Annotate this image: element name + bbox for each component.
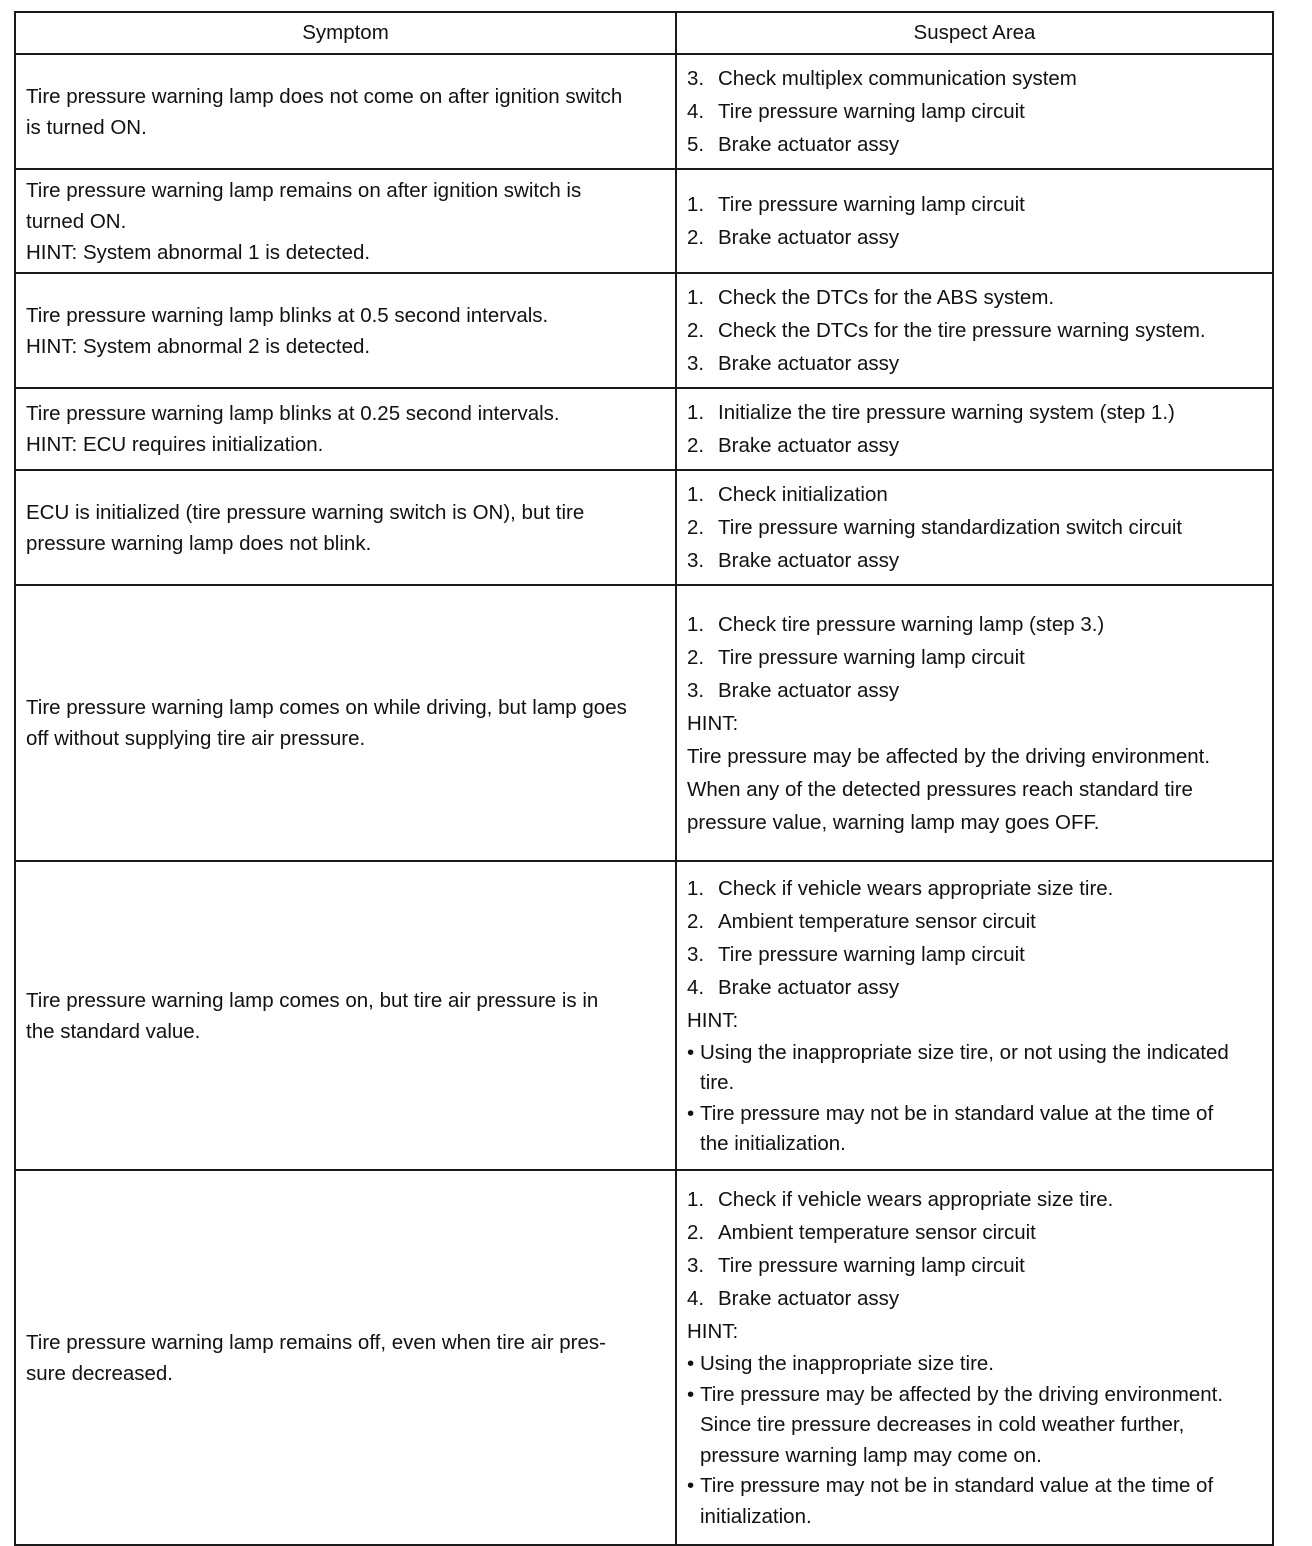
item-number: 2. bbox=[687, 645, 705, 669]
item-text: Check the DTCs for the tire pressure warning system. bbox=[718, 319, 1206, 342]
item-number: 4. bbox=[687, 100, 705, 123]
suspect-area-item bbox=[687, 221, 1262, 254]
symptom-cell bbox=[15, 54, 676, 169]
item-number: 1. bbox=[687, 876, 705, 900]
hint-label: HINT: bbox=[687, 1008, 739, 1032]
table-body bbox=[15, 54, 1273, 1545]
hint-bullet-line: tire. bbox=[700, 1071, 735, 1094]
item-text: Tire pressure warning standardization switch circuit bbox=[718, 516, 1183, 539]
suspect-area-item bbox=[687, 314, 1262, 347]
suspect-area-item bbox=[687, 971, 1262, 1004]
hint-bullet-line: the initialization. bbox=[700, 1132, 846, 1155]
item-number: 4. bbox=[687, 975, 705, 999]
suspect-area-item bbox=[687, 544, 1262, 577]
symptom-cell bbox=[15, 470, 676, 585]
suspect-area-item bbox=[687, 641, 1262, 674]
suspect-area-item bbox=[687, 347, 1262, 380]
suspect-area-item bbox=[687, 95, 1262, 128]
suspect-area-column-header: Suspect Area bbox=[676, 12, 1273, 54]
suspect-area-cell bbox=[676, 169, 1273, 273]
hint-bullet-item bbox=[687, 1038, 1262, 1099]
item-text: Initialize the tire pressure warning system (step 1.) bbox=[718, 401, 1175, 424]
table-row bbox=[15, 585, 1273, 861]
suspect-area-item bbox=[687, 1183, 1262, 1216]
symptom-text-line: Tire pressure warning lamp comes on while driving, but lamp goes bbox=[26, 696, 627, 719]
item-text: Ambient temperature sensor circuit bbox=[718, 909, 1036, 933]
item-text: Tire pressure warning lamp circuit bbox=[718, 193, 1025, 216]
symptom-text-line: off without supplying tire air pressure. bbox=[26, 727, 366, 750]
suspect-area-item bbox=[687, 608, 1262, 641]
item-text: Check initialization bbox=[718, 483, 888, 506]
suspect-area-item bbox=[687, 1216, 1262, 1249]
bullet-dot-icon: • bbox=[687, 1474, 695, 1497]
suspect-area-item bbox=[687, 872, 1262, 905]
item-text: Brake actuator assy bbox=[718, 133, 900, 156]
hint-bullet-item bbox=[687, 1471, 1262, 1532]
suspect-area-cell bbox=[676, 585, 1273, 861]
suspect-area-item bbox=[687, 128, 1262, 161]
hint-bullet-line: Tire pressure may not be in standard value at the time of bbox=[700, 1474, 1214, 1497]
symptom-text-line: Tire pressure warning lamp blinks at 0.25 second intervals. bbox=[26, 402, 560, 425]
item-number: 3. bbox=[687, 1254, 705, 1277]
symptom-cell bbox=[15, 1170, 676, 1545]
item-number: 1. bbox=[687, 1188, 705, 1211]
item-number: 1. bbox=[687, 193, 705, 216]
item-number: 1. bbox=[687, 483, 705, 506]
symptom-text-line: turned ON. bbox=[26, 209, 127, 233]
suspect-area-cell bbox=[676, 1170, 1273, 1545]
item-number: 3. bbox=[687, 678, 705, 702]
item-number: 2. bbox=[687, 319, 705, 342]
symptom-text-line: Tire pressure warning lamp remains on after ignition switch is bbox=[26, 178, 582, 202]
suspect-area-item bbox=[687, 396, 1262, 429]
table-header-row bbox=[15, 12, 1273, 54]
suspect-area-cell bbox=[676, 470, 1273, 585]
hint-bullet-item bbox=[687, 1380, 1262, 1472]
item-number: 3. bbox=[687, 942, 705, 966]
symptom-text-line: Tire pressure warning lamp comes on, but tire air pressure is in bbox=[26, 988, 599, 1012]
item-number: 2. bbox=[687, 1221, 705, 1244]
item-number: 3. bbox=[687, 352, 705, 375]
suspect-area-cell bbox=[676, 54, 1273, 169]
symptom-text-line: pressure warning lamp does not blink. bbox=[26, 531, 372, 555]
symptom-text-line: is turned ON. bbox=[26, 115, 147, 139]
item-text: Tire pressure warning lamp circuit bbox=[718, 645, 1025, 669]
symptom-text-line: HINT: ECU requires initialization. bbox=[26, 433, 324, 456]
item-text: Brake actuator assy bbox=[718, 549, 900, 572]
table-row bbox=[15, 54, 1273, 169]
item-number: 5. bbox=[687, 133, 705, 156]
hint-label: HINT: bbox=[687, 1320, 739, 1343]
troubleshooting-table bbox=[14, 11, 1274, 1546]
bullet-dot-icon: • bbox=[687, 1101, 695, 1125]
symptom-text-line: HINT: System abnormal 2 is detected. bbox=[26, 334, 371, 358]
item-text: Brake actuator assy bbox=[718, 975, 900, 999]
item-number: 1. bbox=[687, 401, 705, 424]
hint-bullet-line: Tire pressure may be affected by the driving environment. bbox=[700, 1382, 1224, 1406]
item-number: 2. bbox=[687, 434, 705, 457]
symptom-text-line: sure decreased. bbox=[26, 1361, 174, 1385]
hint-text-line: When any of the detected pressures reach standard tire bbox=[687, 777, 1193, 801]
suspect-area-cell bbox=[676, 273, 1273, 388]
hint-label: HINT: bbox=[687, 711, 739, 735]
suspect-area-item bbox=[687, 1282, 1262, 1315]
symptom-cell bbox=[15, 273, 676, 388]
item-text: Tire pressure warning lamp circuit bbox=[718, 942, 1025, 966]
item-text: Check multiplex communication system bbox=[718, 67, 1077, 90]
item-number: 2. bbox=[687, 909, 705, 933]
suspect-area-item bbox=[687, 281, 1262, 314]
table-row bbox=[15, 169, 1273, 273]
table-row bbox=[15, 273, 1273, 388]
symptom-text-line: Tire pressure warning lamp blinks at 0.5 second intervals. bbox=[26, 303, 549, 327]
hint-bullet-list bbox=[687, 1348, 1262, 1532]
symptom-text-line: the standard value. bbox=[26, 1019, 201, 1043]
item-number: 1. bbox=[687, 612, 705, 636]
symptom-cell bbox=[15, 169, 676, 273]
item-text: Brake actuator assy bbox=[718, 678, 900, 702]
symptom-column-header: Symptom bbox=[15, 12, 676, 54]
item-number: 2. bbox=[687, 516, 705, 539]
table-row bbox=[15, 470, 1273, 585]
hint-bullet-line: Using the inappropriate size tire. bbox=[700, 1352, 994, 1375]
item-text: Brake actuator assy bbox=[718, 352, 900, 375]
symptom-text-line: ECU is initialized (tire pressure warning switch is ON), but tire bbox=[26, 500, 585, 524]
hint-bullet-line: Using the inappropriate size tire, or not using the indicated bbox=[700, 1040, 1229, 1064]
suspect-area-item bbox=[687, 511, 1262, 544]
item-number: 3. bbox=[687, 549, 705, 572]
symptom-text-line: Tire pressure warning lamp remains off, even when tire air pres- bbox=[26, 1330, 606, 1354]
item-text: Brake actuator assy bbox=[718, 226, 900, 249]
item-text: Brake actuator assy bbox=[718, 1287, 900, 1310]
table-row bbox=[15, 388, 1273, 470]
item-number: 3. bbox=[687, 67, 705, 90]
table-row bbox=[15, 861, 1273, 1170]
hint-bullet-item bbox=[687, 1349, 1262, 1380]
item-text: Brake actuator assy bbox=[718, 434, 900, 457]
item-text: Check tire pressure warning lamp (step 3.) bbox=[718, 612, 1105, 636]
symptom-cell bbox=[15, 388, 676, 470]
bullet-dot-icon: • bbox=[687, 1352, 695, 1375]
suspect-area-cell bbox=[676, 861, 1273, 1170]
hint-bullet-line: Tire pressure may not be in standard value at the time of bbox=[700, 1101, 1214, 1125]
suspect-area-item bbox=[687, 938, 1262, 971]
symptom-text-line: Tire pressure warning lamp does not come on after ignition switch bbox=[26, 84, 623, 108]
hint-bullet-line: Since tire pressure decreases in cold weather further, bbox=[700, 1413, 1185, 1436]
table-row bbox=[15, 1170, 1273, 1545]
item-text: Tire pressure warning lamp circuit bbox=[718, 100, 1025, 123]
suspect-area-item bbox=[687, 62, 1262, 95]
symptom-cell bbox=[15, 585, 676, 861]
suspect-area-cell bbox=[676, 388, 1273, 470]
symptom-text-line: HINT: System abnormal 1 is detected. bbox=[26, 240, 371, 264]
hint-text-line: pressure value, warning lamp may goes OFF. bbox=[687, 810, 1100, 834]
item-text: Check the DTCs for the ABS system. bbox=[718, 286, 1055, 309]
item-number: 2. bbox=[687, 226, 705, 249]
bullet-dot-icon: • bbox=[687, 1040, 695, 1064]
item-text: Tire pressure warning lamp circuit bbox=[718, 1254, 1025, 1277]
hint-text-line: Tire pressure may be affected by the driving environment. bbox=[687, 744, 1211, 768]
item-text: Check if vehicle wears appropriate size tire. bbox=[718, 1188, 1114, 1211]
suspect-area-item bbox=[687, 674, 1262, 707]
bullet-dot-icon: • bbox=[687, 1382, 695, 1406]
suspect-area-item bbox=[687, 905, 1262, 938]
hint-bullet-item bbox=[687, 1099, 1262, 1160]
hint-bullet-line: initialization. bbox=[700, 1504, 812, 1528]
suspect-area-item bbox=[687, 188, 1262, 221]
document-page bbox=[14, 11, 1274, 1546]
suspect-area-item bbox=[687, 1249, 1262, 1282]
symptom-cell bbox=[15, 861, 676, 1170]
hint-bullet-line: pressure warning lamp may come on. bbox=[700, 1443, 1042, 1467]
suspect-area-item bbox=[687, 429, 1262, 462]
suspect-area-item bbox=[687, 478, 1262, 511]
item-text: Check if vehicle wears appropriate size tire. bbox=[718, 876, 1114, 900]
hint-bullet-list bbox=[687, 1037, 1262, 1160]
item-text: Ambient temperature sensor circuit bbox=[718, 1221, 1036, 1244]
item-number: 4. bbox=[687, 1287, 705, 1310]
item-number: 1. bbox=[687, 286, 705, 309]
